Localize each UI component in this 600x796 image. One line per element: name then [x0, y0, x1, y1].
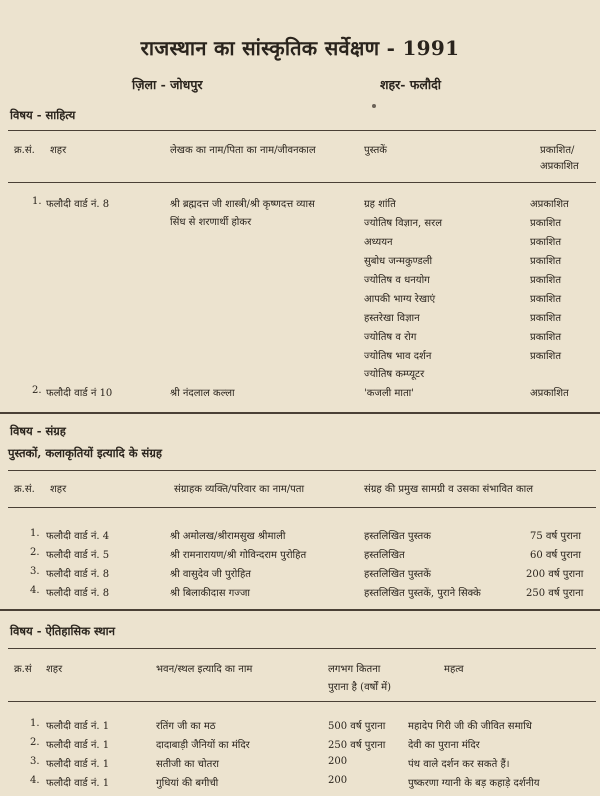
section-divider	[0, 609, 600, 611]
col-serial: क्र.सं	[14, 664, 32, 675]
document-title: राजस्थान का सांस्कृतिक सर्वेक्षण - 1991	[140, 36, 460, 60]
row-age: 250 वर्ष पुराना	[328, 740, 386, 751]
row-material: हस्तलिखित पुस्तकें	[364, 569, 431, 580]
row-num: 2.	[30, 547, 40, 558]
col-city: शहर	[50, 484, 67, 495]
book-title: सुबोध जन्मकुण्डली	[364, 256, 433, 267]
row-collector: श्री अमोलख/श्रीरामसुख श्रीमाली	[170, 531, 286, 542]
section3-subject: विषय - ऐतिहासिक स्थान	[10, 624, 115, 638]
entry-num: 2.	[32, 385, 42, 396]
entry-city: फलौदी वार्ड नं 10	[46, 388, 113, 399]
row-city: फलौदी वार्ड नं. 5	[46, 550, 110, 561]
row-age: 60 वर्ष पुराना	[530, 550, 581, 561]
divider	[8, 130, 596, 131]
row-collector: श्री रामनारायण/श्री गोविन्दराम पुरोहित	[170, 550, 307, 561]
book-status: प्रकाशित	[530, 332, 562, 343]
row-importance: महादेप गिरी जी की जीवित समाधि	[408, 721, 532, 732]
row-importance: देवी का पुराना मंदिर	[408, 740, 480, 751]
row-collector: श्री बिलाकीदास गज्जा	[170, 588, 250, 599]
book-title: आपकी भाग्य रेखाएं	[364, 294, 436, 305]
row-num: 1.	[30, 718, 40, 729]
row-num: 3.	[30, 756, 40, 767]
row-material: हस्तलिखित पुस्तकें, पुराने सिक्के	[364, 588, 481, 599]
book-title: ज्योतिष व धनयोग	[364, 275, 430, 286]
row-building: सतीजी का चोतरा	[156, 759, 220, 770]
book-status: प्रकाशित	[530, 294, 562, 305]
row-city: फलौदी वार्ड नं. 1	[46, 721, 110, 732]
row-age: 200 वर्ष पुराना	[526, 569, 584, 580]
row-city: फलौदी वार्ड नं. 1	[46, 759, 110, 770]
entry-author-note: सिंध से शरणार्थी होकर	[170, 217, 252, 228]
city-label: शहर- फलौदी	[380, 77, 442, 92]
book-title: अध्ययन	[364, 237, 393, 248]
book-status: प्रकाशित	[530, 237, 562, 248]
row-city: फलौदी वार्ड नं. 1	[46, 778, 110, 789]
book-status: अप्रकाशित	[530, 199, 569, 210]
row-importance: पंथ वाले दर्शन कर सकते हैं।	[408, 759, 510, 770]
entry-num: 1.	[32, 196, 42, 207]
row-building: दादाबाड़ी जैनियों का मंदिर	[156, 740, 250, 751]
col-author: लेखक का नाम/पिता का नाम/जीवनकाल	[170, 145, 316, 156]
entry-author: श्री ब्रह्मदत्त जी शास्त्री/श्री कृष्णदत्त व्यास	[170, 199, 315, 210]
entry-city: फलौदी वार्ड नं. 8	[46, 199, 110, 210]
row-num: 4.	[30, 775, 40, 786]
book-title: ग्रह शांति	[364, 199, 396, 210]
section2-subject: विषय - संग्रह	[10, 424, 66, 438]
row-building: गुधियां की बगीची	[156, 778, 219, 789]
row-age: 200	[328, 756, 348, 767]
book-title: 'कजली माता'	[364, 388, 415, 399]
row-material: हस्तलिखित	[364, 550, 405, 561]
book-title: ज्योतिष भाव दर्शन	[364, 351, 432, 362]
col-books: पुस्तकें	[364, 145, 387, 156]
col-collector: संग्राहक व्यक्ति/परिवार का नाम/पता	[174, 484, 305, 495]
row-num: 1.	[30, 528, 40, 539]
row-age: 75 वर्ष पुराना	[530, 531, 581, 542]
col-building: भवन/स्थल इत्यादि का नाम	[156, 664, 253, 675]
row-city: फलौदी वार्ड नं. 8	[46, 569, 110, 580]
book-status: प्रकाशित	[530, 351, 562, 362]
row-city: फलौदी वार्ड नं. 4	[46, 531, 110, 542]
section2-subtitle: पुस्तकों, कलाकृतियों इत्यादि के संग्रह	[8, 446, 162, 460]
col-status: प्रकाशित/	[540, 145, 575, 156]
book-status: अप्रकाशित	[530, 388, 569, 399]
divider	[8, 182, 596, 183]
col-importance: महत्व	[444, 664, 464, 675]
row-collector: श्री वासुदेव जी पुरोहित	[170, 569, 251, 580]
district-label: ज़िला - जोधपुर	[132, 77, 203, 92]
row-age: 500 वर्ष पुराना	[328, 721, 386, 732]
book-status: प्रकाशित	[530, 218, 562, 229]
divider	[8, 648, 596, 649]
row-num: 4.	[30, 585, 40, 596]
entry-author: श्री नंदलाल कल्ला	[170, 388, 235, 399]
section-divider	[0, 412, 600, 414]
col-age: लगभग कितना	[328, 664, 381, 675]
book-title: ज्योतिष कम्प्यूटर	[364, 369, 425, 380]
book-status: प्रकाशित	[530, 256, 562, 267]
book-title: हस्तरेखा विज्ञान	[364, 313, 420, 324]
section1-subject: विषय - साहित्य	[10, 108, 76, 122]
book-status: प्रकाशित	[530, 313, 562, 324]
col-serial: क्र.सं.	[14, 484, 35, 495]
col-status-2: अप्रकाशित	[540, 161, 579, 172]
row-building: रतिंग जी का मठ	[156, 721, 216, 732]
row-num: 3.	[30, 566, 40, 577]
row-importance: पुष्करणा ग्यानी के बड़ कहाड़े दर्शनीय	[408, 778, 540, 789]
col-serial: क्र.सं.	[14, 145, 35, 156]
divider	[8, 470, 596, 471]
row-age: 200	[328, 775, 348, 786]
book-title: ज्योतिष विज्ञान, सरल	[364, 218, 443, 229]
row-city: फलौदी वार्ड नं. 1	[46, 740, 110, 751]
book-title: ज्योतिष व रोग	[364, 332, 417, 343]
divider	[8, 507, 596, 508]
col-age-2: पुराना है (वर्षों में)	[328, 682, 392, 693]
row-num: 2.	[30, 737, 40, 748]
col-city: शहर	[46, 664, 63, 675]
divider	[8, 701, 596, 702]
book-status: प्रकाशित	[530, 275, 562, 286]
ink-speck	[372, 104, 376, 108]
row-material: हस्तलिखित पुस्तक	[364, 531, 431, 542]
col-city: शहर	[50, 145, 67, 156]
row-age: 250 वर्ष पुराना	[526, 588, 584, 599]
row-city: फलौदी वार्ड नं. 8	[46, 588, 110, 599]
col-material: संग्रह की प्रमुख सामग्री व उसका संभावित काल	[364, 484, 533, 495]
